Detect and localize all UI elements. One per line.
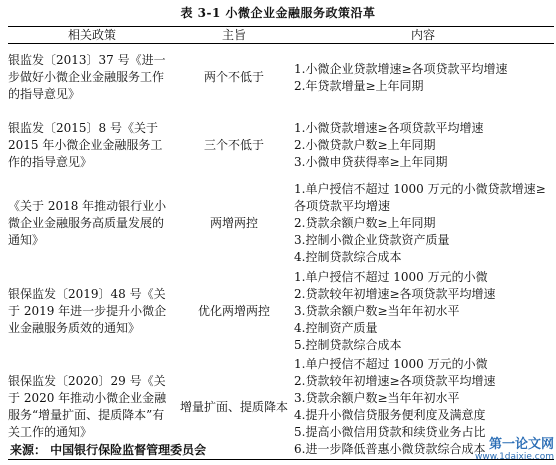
content-item: 4.控制资产质量 bbox=[294, 321, 378, 335]
content-item: 2.年贷款增量≥上年同期 bbox=[294, 78, 424, 93]
content-cell bbox=[292, 268, 554, 356]
content-item: 2.贷款余额户数≥上年同期 bbox=[294, 216, 436, 230]
content-cell bbox=[292, 180, 554, 268]
content-item: 6.进一步降低普惠小微贷款综合成本 bbox=[294, 442, 486, 457]
content-item: 1.单户授信不超过 1000 万元的小微贷款增速≥各项贷款平均增速 bbox=[294, 182, 546, 213]
content-item: 3.控制小微企业贷款资产质量 bbox=[294, 233, 450, 247]
aim-cell: 增量扩面、提质降本 bbox=[176, 356, 292, 460]
watermark bbox=[475, 439, 554, 463]
table-title: 表 3-1 小微企业金融服务政策沿革 bbox=[180, 6, 376, 20]
policy-cell bbox=[8, 44, 176, 112]
content-item: 4.控制贷款综合成本 bbox=[294, 250, 402, 264]
table-row bbox=[8, 112, 554, 180]
policy-cell bbox=[8, 112, 176, 180]
content-cell bbox=[292, 112, 554, 180]
content-item: 1.单户授信不超过 1000 万元的小微 bbox=[294, 357, 488, 372]
content-item: 3.贷款余额户数≥当年年初水平 bbox=[294, 304, 460, 318]
policy-text: 银保监发〔2019〕48 号《关于 2019 年进一步提升小微企业金融服务质效的通知》 bbox=[8, 287, 167, 335]
aim-cell: 两个不低于 bbox=[203, 70, 264, 85]
header-content: 内容 bbox=[292, 27, 554, 44]
content-item: 5.控制贷款综合成本 bbox=[294, 338, 402, 352]
content-item: 3.贷款余额户数≥当年年初水平 bbox=[294, 391, 460, 406]
aim-cell: 两增两控 bbox=[209, 216, 258, 230]
content-cell bbox=[292, 44, 554, 112]
content-item: 3.小微申贷获得率≥上年同期 bbox=[294, 155, 448, 169]
policy-table bbox=[8, 26, 554, 460]
table-row bbox=[8, 268, 554, 356]
policy-text: 银监发〔2013〕37 号《进一步做好小微企业金融服务工作的指导意见》 bbox=[8, 53, 166, 102]
source-note: 来源： 中国银行保险监督管理委员会 bbox=[10, 443, 207, 457]
content-item: 1.小微企业贷款增速≥各项贷款平均增速 bbox=[294, 61, 508, 76]
content-item: 1.单户授信不超过 1000 万元的小微 bbox=[294, 270, 488, 284]
header-aim: 主旨 bbox=[176, 27, 292, 44]
policy-text: 银监发〔2015〕8 号《关于 2015 年小微企业金融服务工作的指导意见》 bbox=[8, 121, 163, 169]
content-item: 4.提升小微信贷服务便利度及满意度 bbox=[294, 408, 486, 423]
table-header-row bbox=[8, 27, 554, 44]
policy-text: 银保监发〔2020〕29 号《关于 2020 年推动小微企业金融服务“增量扩面、提质降本”有关工作的通知》 bbox=[8, 374, 167, 440]
aim-cell: 三个不低于 bbox=[203, 138, 264, 152]
content-item: 2.贷款较年初增速≥各项贷款平均增速 bbox=[294, 287, 496, 301]
content-item: 2.小微贷款户数≥上年同期 bbox=[294, 138, 436, 152]
table-row bbox=[8, 44, 554, 112]
policy-cell bbox=[8, 268, 176, 356]
policy-cell bbox=[8, 180, 176, 268]
content-item: 2.贷款较年初增速≥各项贷款平均增速 bbox=[294, 374, 496, 389]
watermark-text: 第一论文网 bbox=[488, 437, 554, 452]
header-policy: 相关政策 bbox=[8, 27, 176, 44]
aim-cell: 优化两增两控 bbox=[197, 304, 270, 318]
content-item: 5.提高小微信用贷款和续贷业务占比 bbox=[294, 425, 486, 440]
watermark-url: www.1daixie.com bbox=[474, 452, 554, 462]
content-item: 1.小微贷款增速≥各项贷款平均增速 bbox=[294, 121, 484, 135]
policy-text: 《关于 2018 年推动银行业小微企业金融服务高质量发展的通知》 bbox=[8, 199, 167, 247]
table-row bbox=[8, 180, 554, 268]
